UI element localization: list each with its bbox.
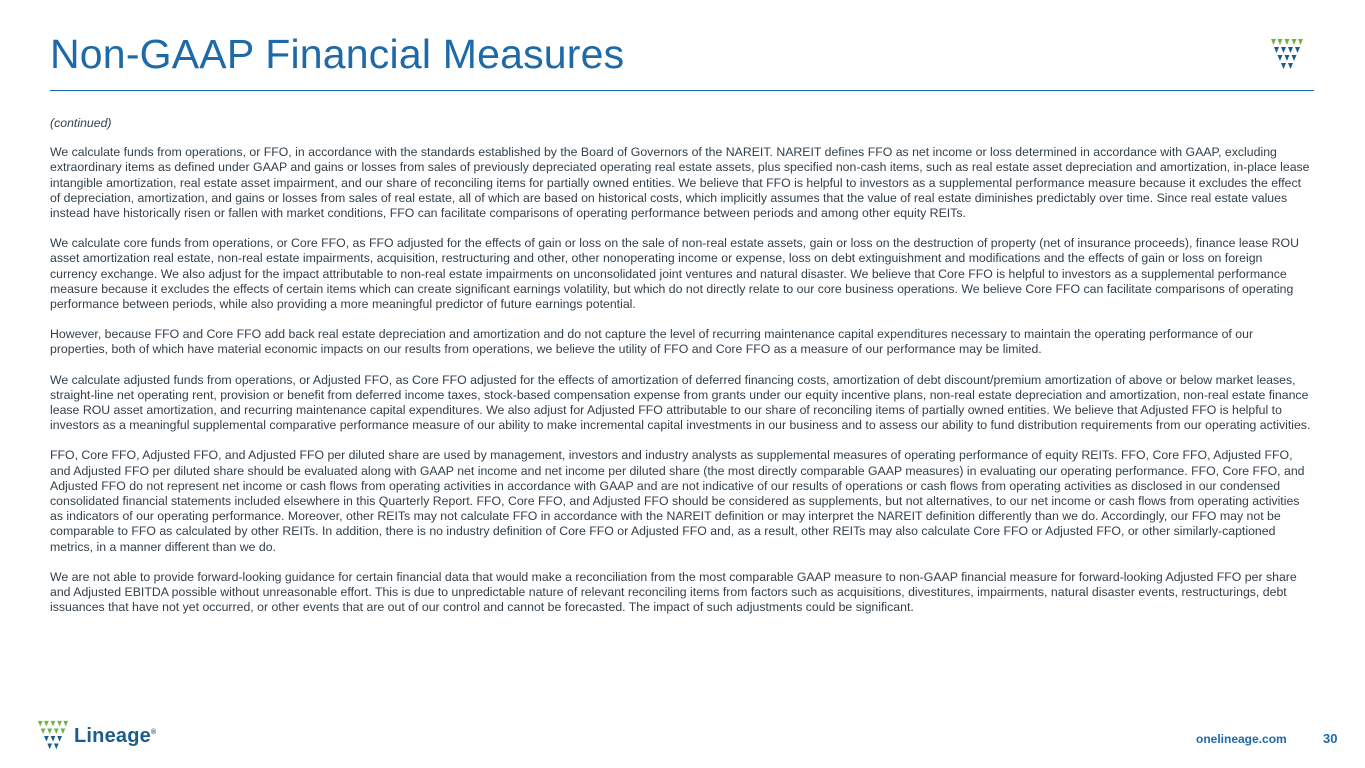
trademark-symbol: ®	[150, 729, 157, 736]
website-link[interactable]: onelineage.com	[1196, 732, 1287, 746]
footer-logo	[36, 719, 161, 755]
paragraph-adjusted-ffo: We calculate adjusted funds from operations, or Adjusted FFO, as Core FFO adjusted for the effects of amortization of deferred financing costs, amortization of debt discount/premium amortization of above or below market leases, straight-line net operating rent, provision or benefit from deferred income taxes, stock-based compensation expense from grants under our equity incentive plans, non-real estate depreciation and amortization, non-real estate finance lease ROU asset amortization, and recurring maintenance capital expenditures. We also adjust for Adjusted FFO attributable to our share of reconciling items of partially owned entities. We believe that Adjusted FFO is helpful to investors as a meaningful supplemental comparative performance measure of our ability to make incremental capital investments in our business and to assess our ability to fund distribution requirements from our operating activities.	[50, 372, 1311, 433]
lineage-emblem-icon	[1270, 37, 1304, 73]
brand-wordmark	[74, 725, 156, 748]
title-divider	[50, 90, 1314, 91]
brand-name: Lineage	[74, 725, 151, 747]
continued-label: (continued)	[50, 116, 112, 130]
paragraph-guidance: We are not able to provide forward-looking guidance for certain financial data that would make a reconciliation from the most comparable GAAP measure to non-GAAP financial measure for forward-looking Adjusted FFO per share and Adjusted EBITDA possible without unreasonable effort. This is due to unpredictable nature of relevant reconciling items from factors such as acquisitions, divestitures, impairments, natural disaster events, restructurings, debt issuances that have not yet occurred, or other events that are out of our control and cannot be forecasted. The impact of such adjustments could be significant.	[50, 569, 1297, 615]
page-number: 30	[1323, 731, 1338, 746]
paragraph-usage: FFO, Core FFO, Adjusted FFO, and Adjusted FFO per diluted share are used by management, investors and industry analysts as supplemental measures of operating performance of equity REITs. FFO, Core FFO, Adjusted FFO, and Adjusted FFO per diluted share should be evaluated along with GAAP net income and net income per diluted share (the most directly comparable GAAP measures) in evaluating our operating performance. FFO, Core FFO, and Adjusted FFO do not represent net income or cash flows from operating activities in accordance with GAAP and are not indicative of our results of operations or cash flows from operating activities as disclosed in our condensed consolidated financial statements included elsewhere in this Quarterly Report. FFO, Core FFO, and Adjusted FFO should be considered as supplements, but not alternatives, to our net income or cash flows from operating activities as indicators of our operating performance. Moreover, other REITs may not calculate FFO in accordance with the NAREIT definition or may interpret the NAREIT definition differently than we do. Accordingly, our FFO may not be comparable to FFO as calculated by other REITs. In addition, there is no industry definition of Core FFO or Adjusted FFO and, as a result, other REITs may also calculate Core FFO or Adjusted FFO, or other similarly-captioned metrics, in a manner different than we do.	[50, 448, 1305, 554]
body-text	[50, 116, 1312, 630]
page-title: Non-GAAP Financial Measures	[50, 31, 625, 77]
paragraph-ffo: We calculate funds from operations, or FFO, in accordance with the standards established by the Board of Governors of the NAREIT. NAREIT defines FFO as net income or loss determined in accordance with GAAP, excluding extraordinary items as defined under GAAP and gains or losses from sales of previously depreciated operating real estate assets, plus specified non-cash items, such as real estate asset depreciation and amortization, in-place lease intangible amortization, real estate asset impairment, and our share of reconciling items for partially owned entities. We believe that FFO is helpful to investors as a supplemental performance measure because it excludes the effect of depreciation, amortization, and gains or losses from sales of real estate, all of which are based on historical costs, which implicitly assumes that the value of real estate diminishes predictably over time. Since real estate values instead have historically risen or fallen with market conditions, FFO can facilitate comparisons of operating performance between periods and among other equity REITs.	[50, 145, 1310, 221]
paragraph-limitations: However, because FFO and Core FFO add back real estate depreciation and amortization and do not capture the level of recurring maintenance capital expenditures necessary to maintain the operating performance of our properties, both of which have material economic impacts on our results from operations, we believe the utility of FFO and Core FFO as a measure of our performance may be limited.	[50, 327, 1254, 357]
paragraph-core-ffo: We calculate core funds from operations, or Core FFO, as FFO adjusted for the effects of gain or loss on the sale of non-real estate assets, gain or loss on the destruction of property (net of insurance proceeds), finance lease ROU asset amortization real estate, non-real estate impairments, acquisition, restructuring and other, other nonoperating income or expense, loss on debt extinguishment and modifications and the effects of gain or loss on foreign currency exchange. We also adjust for the impact attributable to non-real estate impairments on unconsolidated joint ventures and natural disaster. We believe that Core FFO is helpful to investors as a supplemental performance measure because it excludes the effects of certain items which can create significant earnings volatility, but which do not directly relate to our core business operations. We believe Core FFO can facilitate comparisons of operating performance between periods, while also providing a more meaningful predictor of future earnings potential.	[50, 236, 1299, 312]
lineage-footer-emblem-icon	[36, 719, 70, 753]
